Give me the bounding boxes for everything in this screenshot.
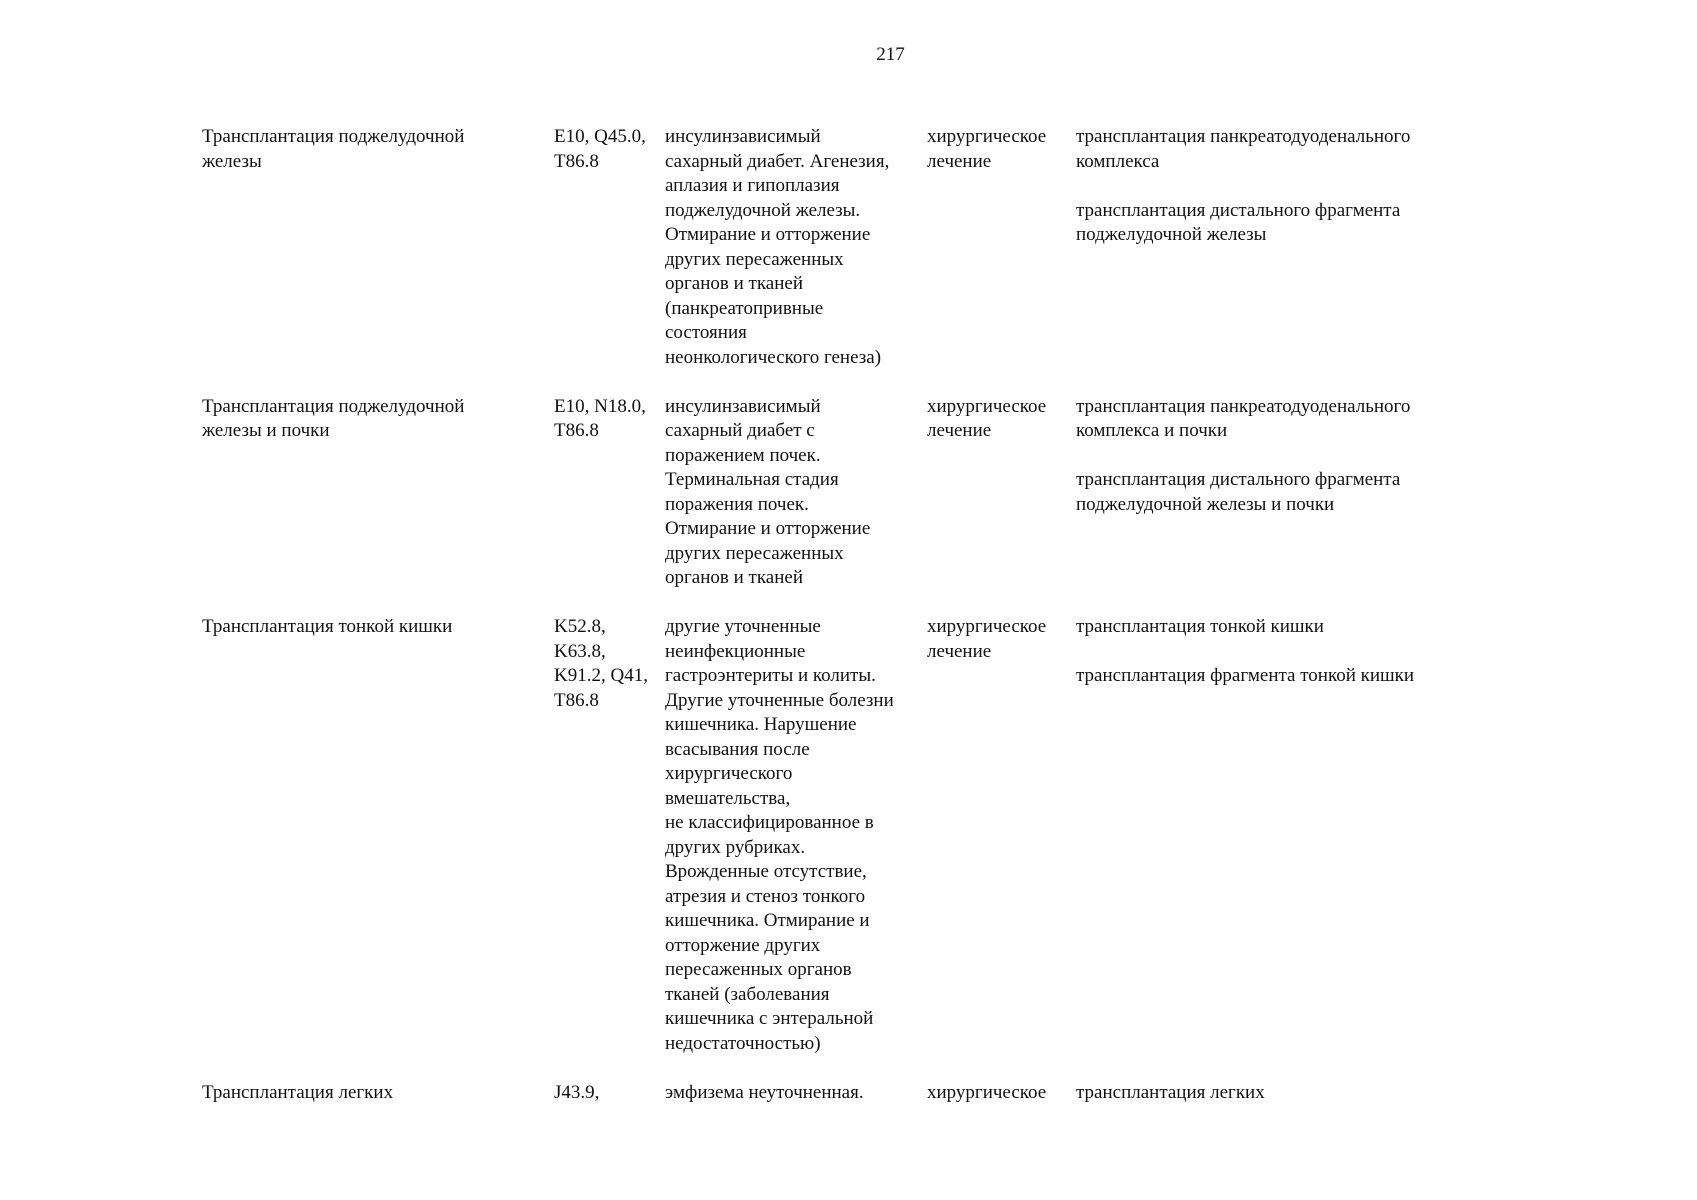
- treatment-methods-cell: [1076, 395, 1476, 518]
- treatment-type-cell: [927, 615, 1067, 664]
- procedure-name-line: Трансплантация поджелудочной: [202, 395, 465, 417]
- page-number: 217: [876, 44, 905, 65]
- diagnosis-line: органов и тканей: [665, 567, 803, 588]
- diagnosis-line: других рубриках.: [665, 836, 806, 858]
- icd-code-line: K63.8,: [554, 640, 606, 662]
- diagnosis-line: Врожденные отсутствие,: [665, 861, 867, 882]
- icd-code-line: K91.2, Q41,: [554, 665, 648, 686]
- diagnosis-cell: [665, 615, 925, 1056]
- diagnosis-line: Отмирание и отторжение: [665, 518, 871, 539]
- method-line: трансплантация дистального фрагмента: [1076, 199, 1401, 221]
- diagnosis-line: состояния: [665, 322, 747, 343]
- method-line: трансплантация панкреатодуоденального: [1076, 395, 1411, 417]
- diagnosis-line: других пересаженных: [665, 248, 844, 270]
- procedure-name-line: Трансплантация поджелудочной: [202, 126, 465, 147]
- method-spacer: [1076, 444, 1476, 469]
- procedure-name-line: железы и почки: [202, 420, 330, 441]
- procedures-table: [0, 125, 1697, 1111]
- treatment-line: хирургическое: [927, 616, 1047, 637]
- diagnosis-cell: [665, 1081, 925, 1106]
- procedure-name-cell: [202, 615, 542, 640]
- treatment-type-cell: [927, 395, 1067, 444]
- method-line: трансплантация фрагмента тонкой кишки: [1076, 665, 1415, 686]
- diagnosis-line: тканей (заболевания: [665, 983, 830, 1005]
- method-line: комплекса: [1076, 150, 1160, 172]
- diagnosis-line: (панкреатопривные: [665, 297, 824, 319]
- icd-code-line: T86.8: [554, 150, 599, 172]
- table-row: [0, 615, 1697, 1081]
- diagnosis-line: Другие уточненные болезни: [665, 689, 894, 711]
- diagnosis-line: других пересаженных: [665, 542, 844, 564]
- icd-codes-cell: [554, 1081, 659, 1106]
- procedure-name-line: Трансплантация тонкой кишки: [202, 616, 453, 637]
- icd-code-line: E10, Q45.0,: [554, 126, 646, 147]
- diagnosis-line: кишечника. Нарушение: [665, 714, 857, 735]
- diagnosis-line: инсулинзависимый: [665, 126, 821, 147]
- diagnosis-line: неинфекционные: [665, 640, 806, 662]
- diagnosis-line: кишечника. Отмирание и: [665, 910, 870, 931]
- diagnosis-line: инсулинзависимый: [665, 395, 821, 417]
- diagnosis-line: Отмирание и отторжение: [665, 224, 871, 245]
- icd-code-line: J43.9,: [554, 1081, 600, 1103]
- diagnosis-line: сахарный диабет. Агенезия,: [665, 150, 890, 172]
- icd-code-line: T86.8: [554, 420, 599, 441]
- diagnosis-line: пересаженных органов: [665, 959, 852, 980]
- diagnosis-line: вмешательства,: [665, 787, 791, 809]
- diagnosis-line: хирургического: [665, 763, 793, 784]
- method-spacer: [1076, 640, 1476, 665]
- table-row: [0, 395, 1697, 616]
- treatment-type-cell: [927, 1081, 1067, 1106]
- icd-code-line: E10, N18.0,: [554, 395, 646, 417]
- procedure-name-cell: [202, 1081, 542, 1106]
- method-line: трансплантация тонкой кишки: [1076, 616, 1324, 637]
- method-spacer: [1076, 174, 1476, 199]
- diagnosis-line: не классифицированное в: [665, 812, 874, 833]
- diagnosis-line: сахарный диабет с: [665, 420, 815, 441]
- icd-codes-cell: [554, 395, 659, 444]
- diagnosis-line: эмфизема неуточненная.: [665, 1081, 864, 1103]
- treatment-line: хирургическое: [927, 1081, 1047, 1103]
- diagnosis-cell: [665, 125, 925, 370]
- treatment-type-cell: [927, 125, 1067, 174]
- icd-codes-cell: [554, 615, 659, 713]
- diagnosis-line: поражения почек.: [665, 493, 809, 515]
- procedure-name-line: Трансплантация легких: [202, 1081, 394, 1103]
- diagnosis-line: другие уточненные: [665, 616, 821, 637]
- treatment-methods-cell: [1076, 615, 1476, 689]
- diagnosis-line: органов и тканей: [665, 273, 803, 294]
- icd-code-line: K52.8,: [554, 616, 606, 637]
- method-line: поджелудочной железы: [1076, 224, 1267, 245]
- diagnosis-line: поражением почек.: [665, 444, 821, 466]
- diagnosis-line: аплазия и гипоплазия: [665, 175, 840, 196]
- treatment-line: лечение: [927, 150, 992, 172]
- icd-code-line: T86.8: [554, 689, 599, 711]
- diagnosis-line: гастроэнтериты и колиты.: [665, 665, 876, 686]
- diagnosis-line: поджелудочной железы.: [665, 199, 861, 221]
- method-line: трансплантация дистального фрагмента: [1076, 469, 1401, 490]
- table-row: [0, 1081, 1697, 1111]
- treatment-line: лечение: [927, 420, 992, 441]
- table-row: [0, 125, 1697, 395]
- procedure-name-line: железы: [202, 150, 262, 172]
- method-line: комплекса и почки: [1076, 420, 1228, 441]
- diagnosis-line: неонкологического генеза): [665, 346, 882, 368]
- method-line: поджелудочной железы и почки: [1076, 493, 1335, 515]
- icd-codes-cell: [554, 125, 659, 174]
- method-line: трансплантация легких: [1076, 1081, 1265, 1103]
- treatment-line: хирургическое: [927, 126, 1047, 147]
- diagnosis-line: недостаточностью): [665, 1032, 821, 1054]
- treatment-line: лечение: [927, 640, 992, 662]
- treatment-methods-cell: [1076, 125, 1476, 248]
- diagnosis-line: отторжение других: [665, 934, 821, 956]
- treatment-line: хирургическое: [927, 395, 1047, 417]
- treatment-methods-cell: [1076, 1081, 1476, 1106]
- diagnosis-line: Терминальная стадия: [665, 469, 839, 490]
- procedure-name-cell: [202, 395, 542, 444]
- diagnosis-cell: [665, 395, 925, 591]
- diagnosis-line: кишечника с энтеральной: [665, 1008, 874, 1029]
- method-line: трансплантация панкреатодуоденального: [1076, 126, 1411, 147]
- diagnosis-line: всасывания после: [665, 738, 810, 760]
- diagnosis-line: атрезия и стеноз тонкого: [665, 885, 866, 907]
- procedure-name-cell: [202, 125, 542, 174]
